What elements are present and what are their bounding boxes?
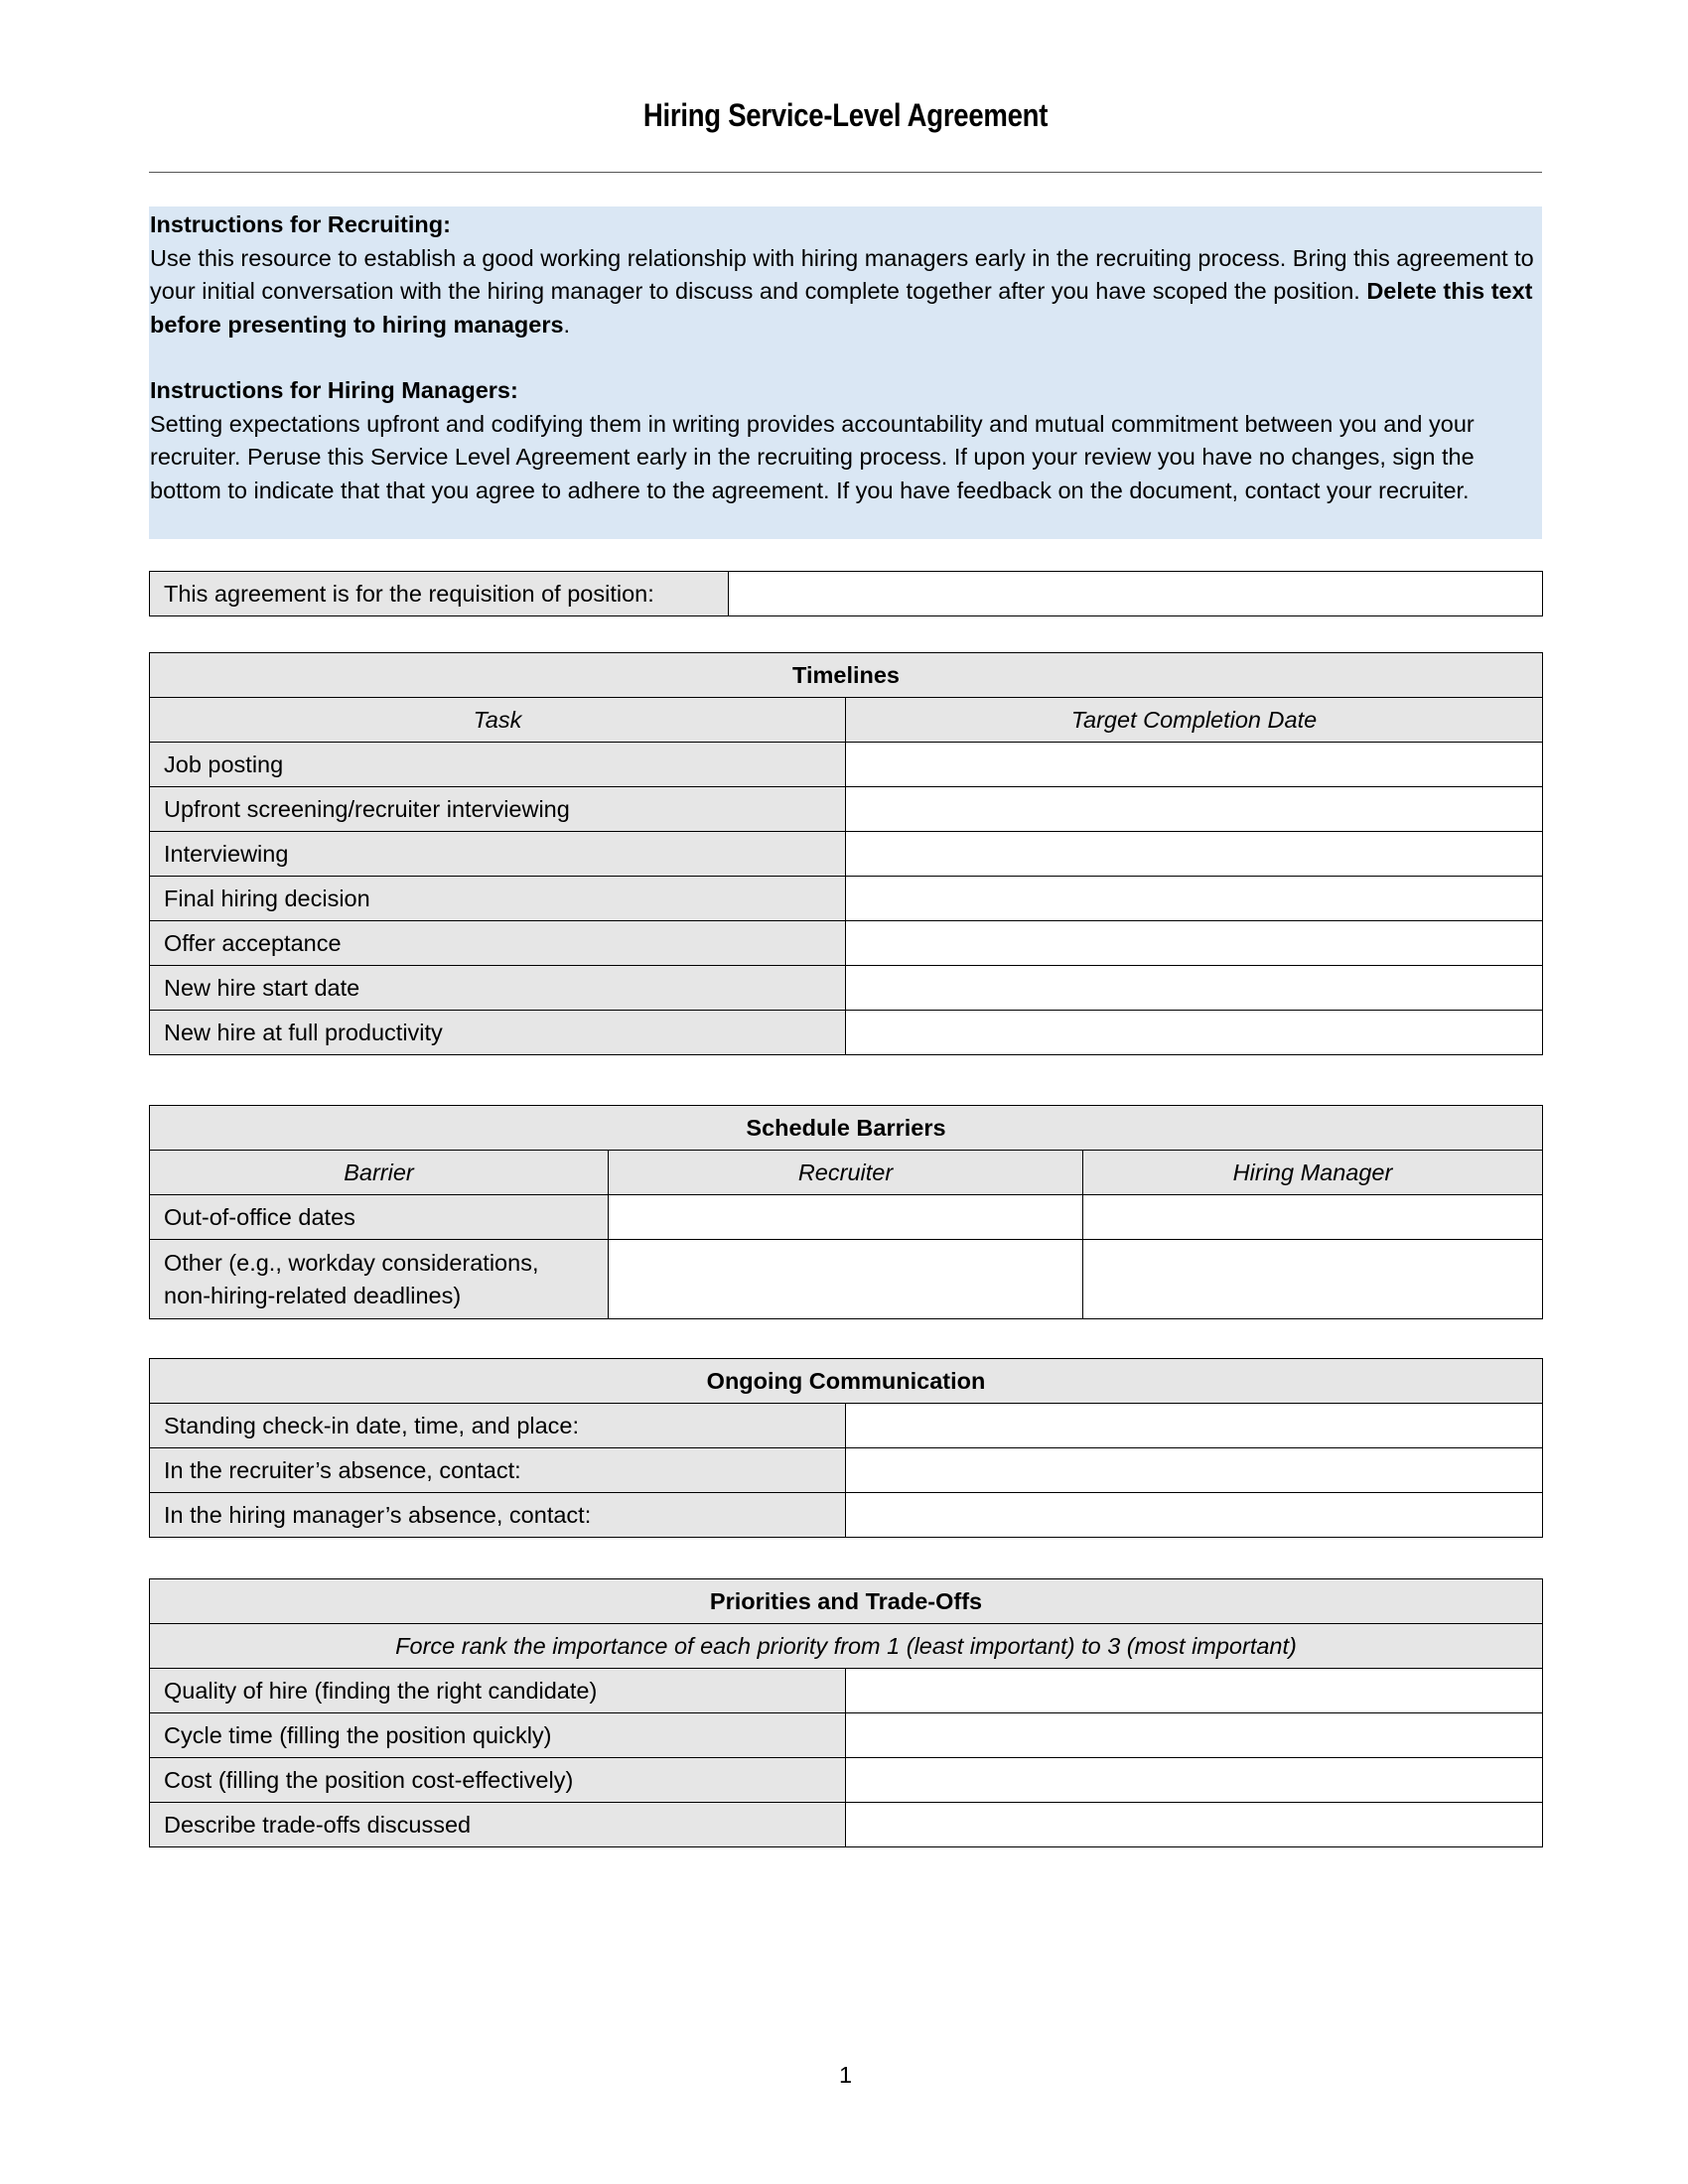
table-row <box>150 1011 1543 1055</box>
priority-label: Cost (filling the position cost-effectively) <box>150 1758 846 1803</box>
priority-rank-field[interactable] <box>846 1713 1543 1758</box>
table-row <box>150 1448 1543 1493</box>
table-row <box>150 1758 1543 1803</box>
recruiting-end: . <box>563 311 571 338</box>
barriers-heading: Schedule Barriers <box>150 1106 1543 1151</box>
managers-body: Setting expectations upfront and codifying them in writing provides accountability and mutual commitment between you and your recruiter. Peruse this Service Level Agreement early in the recruiting process. If upon your review you have no changes, sign the bottom to indicate that that you agree to adhere to the agreement. If you have feedback on the document, contact your recruiter. <box>150 410 1475 503</box>
timelines-col-task: Task <box>150 698 846 743</box>
timeline-task: New hire start date <box>150 966 846 1011</box>
table-row <box>150 743 1543 787</box>
barriers-col-recruiter: Recruiter <box>609 1151 1083 1195</box>
communication-field[interactable] <box>846 1448 1543 1493</box>
barrier-manager-field[interactable] <box>1083 1195 1543 1240</box>
paragraph-gap <box>150 341 1542 374</box>
table-row <box>150 832 1543 877</box>
priority-label: Describe trade-offs discussed <box>150 1803 846 1847</box>
page-title: Hiring Service-Level Agreement <box>642 97 1049 133</box>
timeline-date-field[interactable] <box>846 787 1543 832</box>
communication-heading: Ongoing Communication <box>150 1359 1543 1404</box>
page-number: 1 <box>838 2062 853 2088</box>
table-row <box>150 877 1543 921</box>
timeline-task: Interviewing <box>150 832 846 877</box>
barrier-label <box>150 1240 609 1319</box>
priorities-table <box>149 1578 1543 1847</box>
table-row <box>150 1713 1543 1758</box>
table-row <box>150 1669 1543 1713</box>
communication-field[interactable] <box>846 1493 1543 1538</box>
table-row <box>150 1195 1543 1240</box>
requisition-label: This agreement is for the requisition of position: <box>150 572 729 616</box>
timeline-date-field[interactable] <box>846 743 1543 787</box>
timeline-task: Offer acceptance <box>150 921 846 966</box>
timeline-date-field[interactable] <box>846 1011 1543 1055</box>
timeline-task: Final hiring decision <box>150 877 846 921</box>
recruiting-bold-note: Delete this text before presenting to hiring managers <box>150 278 1533 338</box>
barrier-recruiter-field[interactable] <box>609 1195 1083 1240</box>
barrier-label-line: Other (e.g., workday considerations, <box>164 1249 539 1276</box>
timeline-task: Job posting <box>150 743 846 787</box>
title-divider <box>149 172 1542 173</box>
communication-label: Standing check-in date, time, and place: <box>150 1404 846 1448</box>
communication-field[interactable] <box>846 1404 1543 1448</box>
barriers-col-barrier: Barrier <box>150 1151 609 1195</box>
tradeoffs-field[interactable] <box>846 1803 1543 1847</box>
communication-label: In the hiring manager’s absence, contact: <box>150 1493 846 1538</box>
priority-rank-field[interactable] <box>846 1758 1543 1803</box>
barrier-label-line: non-hiring-related deadlines) <box>164 1282 462 1308</box>
timeline-date-field[interactable] <box>846 966 1543 1011</box>
table-row <box>150 787 1543 832</box>
barrier-label: Out-of-office dates <box>150 1195 609 1240</box>
timeline-task: New hire at full productivity <box>150 1011 846 1055</box>
timelines-heading: Timelines <box>150 653 1543 698</box>
table-row <box>150 921 1543 966</box>
managers-instructions <box>150 374 1542 507</box>
table-row <box>150 1803 1543 1847</box>
requisition-table <box>149 571 1543 616</box>
barrier-manager-field[interactable] <box>1083 1240 1543 1319</box>
barriers-col-manager: Hiring Manager <box>1083 1151 1543 1195</box>
requisition-position-field[interactable] <box>729 572 1543 616</box>
managers-heading: Instructions for Hiring Managers: <box>150 377 518 403</box>
priorities-heading: Priorities and Trade-Offs <box>150 1579 1543 1624</box>
recruiting-heading: Instructions for Recruiting: <box>150 211 451 237</box>
table-row <box>150 1404 1543 1448</box>
ongoing-communication-table <box>149 1358 1543 1538</box>
requisition-row <box>150 572 1543 616</box>
instructions-box <box>149 206 1542 539</box>
schedule-barriers-table <box>149 1105 1543 1319</box>
priority-label: Quality of hire (finding the right candidate) <box>150 1669 846 1713</box>
recruiting-instructions <box>150 208 1542 341</box>
timelines-table <box>149 652 1543 1055</box>
timeline-date-field[interactable] <box>846 832 1543 877</box>
table-row <box>150 1493 1543 1538</box>
priority-rank-field[interactable] <box>846 1669 1543 1713</box>
timeline-task: Upfront screening/recruiter interviewing <box>150 787 846 832</box>
priorities-subheading: Force rank the importance of each priority from 1 (least important) to 3 (most important) <box>150 1624 1543 1669</box>
timeline-date-field[interactable] <box>846 921 1543 966</box>
priority-label: Cycle time (filling the position quickly) <box>150 1713 846 1758</box>
recruiting-body: Use this resource to establish a good working relationship with hiring managers early in the recruiting process. Bring this agreement to your initial conversation with the hiring manager to discuss and complete together after you have scoped the position. <box>150 244 1534 304</box>
table-row <box>150 966 1543 1011</box>
document-page <box>149 0 1542 2184</box>
communication-label: In the recruiter’s absence, contact: <box>150 1448 846 1493</box>
timelines-col-date: Target Completion Date <box>846 698 1543 743</box>
barrier-recruiter-field[interactable] <box>609 1240 1083 1319</box>
timeline-date-field[interactable] <box>846 877 1543 921</box>
table-row <box>150 1240 1543 1319</box>
